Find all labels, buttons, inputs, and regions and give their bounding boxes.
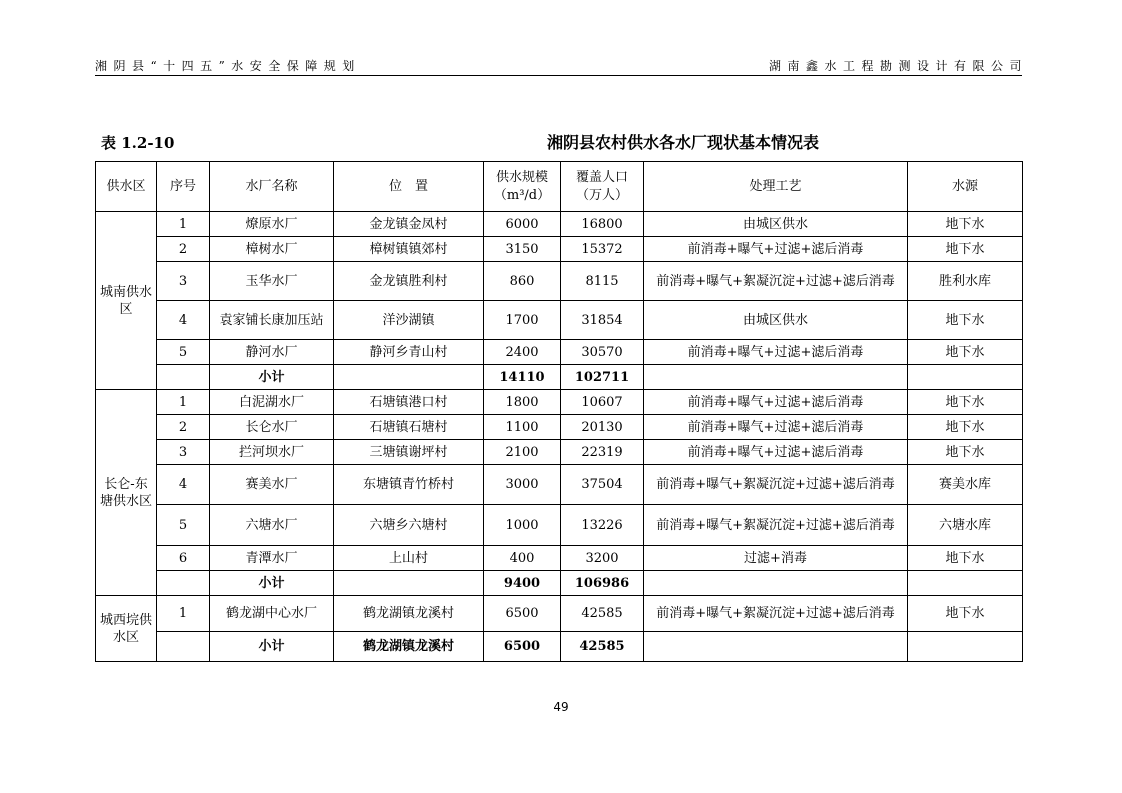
process-cell: 由城区供水: [644, 301, 908, 340]
source-cell: 赛美水库: [908, 465, 1023, 505]
process-cell: 前消毒+曝气+过滤+滤后消毒: [644, 390, 908, 415]
table-row: [96, 212, 1023, 237]
capacity-cell: 2100: [484, 440, 561, 465]
process-cell: 前消毒+曝气+过滤+滤后消毒: [644, 440, 908, 465]
seq-cell: [157, 365, 210, 390]
table-row: [96, 301, 1023, 340]
location-cell: 石塘镇石塘村: [334, 415, 484, 440]
location-cell: 三塘镇谢坪村: [334, 440, 484, 465]
capacity-cell: 2400: [484, 340, 561, 365]
subtotal-capacity: 14110: [484, 365, 561, 390]
zone-cell: 城南供水区: [96, 212, 157, 390]
process-cell: 前消毒+曝气+絮凝沉淀+过滤+滤后消毒: [644, 505, 908, 546]
col-header-source: 水源: [908, 162, 1023, 212]
col-header-process: 处理工艺: [644, 162, 908, 212]
table-row: [96, 440, 1023, 465]
subtotal-row: [96, 571, 1023, 596]
seq-cell: 1: [157, 212, 210, 237]
source-cell: 地下水: [908, 301, 1023, 340]
table-row: [96, 390, 1023, 415]
location-cell: 六塘乡六塘村: [334, 505, 484, 546]
source-cell: 地下水: [908, 546, 1023, 571]
location-cell: 金龙镇金凤村: [334, 212, 484, 237]
col-header-population-line2: （万人）: [575, 187, 628, 203]
process-cell: 前消毒+曝气+过滤+滤后消毒: [644, 415, 908, 440]
subtotal-capacity: 6500: [484, 632, 561, 662]
capacity-cell: 6000: [484, 212, 561, 237]
seq-cell: 6: [157, 546, 210, 571]
table-caption: [95, 130, 1022, 154]
source-cell: 地下水: [908, 340, 1023, 365]
seq-cell: 1: [157, 596, 210, 632]
process-cell: 前消毒+曝气+过滤+滤后消毒: [644, 237, 908, 262]
population-cell: 42585: [561, 596, 644, 632]
process-cell: [644, 365, 908, 390]
seq-cell: 5: [157, 505, 210, 546]
subtotal-label: 小计: [210, 632, 334, 662]
plant-name-cell: 袁家铺长康加压站: [210, 301, 334, 340]
page-header: [95, 57, 1028, 76]
subtotal-population: 102711: [561, 365, 644, 390]
col-header-population: [561, 162, 644, 212]
seq-cell: 2: [157, 415, 210, 440]
process-cell: 由城区供水: [644, 212, 908, 237]
zone-cell: 长仑-东塘供水区: [96, 390, 157, 596]
process-cell: 前消毒+曝气+絮凝沉淀+过滤+滤后消毒: [644, 465, 908, 505]
capacity-cell: 400: [484, 546, 561, 571]
seq-cell: 4: [157, 301, 210, 340]
seq-cell: 2: [157, 237, 210, 262]
location-cell: 上山村: [334, 546, 484, 571]
col-header-population-line1: 覆盖人口: [575, 169, 628, 185]
location-cell: 樟树镇镇郊村: [334, 237, 484, 262]
population-cell: 37504: [561, 465, 644, 505]
source-cell: 地下水: [908, 596, 1023, 632]
subtotal-population: 42585: [561, 632, 644, 662]
location-cell: 洋沙湖镇: [334, 301, 484, 340]
seq-cell: 3: [157, 262, 210, 301]
plant-name-cell: 鹤龙湖中心水厂: [210, 596, 334, 632]
capacity-cell: 1700: [484, 301, 561, 340]
population-cell: 20130: [561, 415, 644, 440]
capacity-cell: 6500: [484, 596, 561, 632]
location-cell: 石塘镇港口村: [334, 390, 484, 415]
col-header-capacity-line2: （m³/d）: [493, 187, 551, 203]
plant-name-cell: 樟树水厂: [210, 237, 334, 262]
population-cell: 31854: [561, 301, 644, 340]
seq-cell: 5: [157, 340, 210, 365]
process-cell: 过滤+消毒: [644, 546, 908, 571]
subtotal-population: 106986: [561, 571, 644, 596]
source-cell: 地下水: [908, 212, 1023, 237]
subtotal-location: 鹤龙湖镇龙溪村: [334, 632, 484, 662]
plant-name-cell: 拦河坝水厂: [210, 440, 334, 465]
plant-name-cell: 静河水厂: [210, 340, 334, 365]
process-cell: 前消毒+曝气+絮凝沉淀+过滤+滤后消毒: [644, 596, 908, 632]
plant-name-cell: 白泥湖水厂: [210, 390, 334, 415]
location-cell: 静河乡青山村: [334, 340, 484, 365]
capacity-cell: 860: [484, 262, 561, 301]
process-cell: 前消毒+曝气+过滤+滤后消毒: [644, 340, 908, 365]
population-cell: 22319: [561, 440, 644, 465]
subtotal-label: 小计: [210, 365, 334, 390]
source-cell: 地下水: [908, 237, 1023, 262]
col-header-location: 位 置: [334, 162, 484, 212]
col-header-seq: 序号: [157, 162, 210, 212]
source-cell: [908, 365, 1023, 390]
population-cell: 30570: [561, 340, 644, 365]
table-row: [96, 262, 1023, 301]
source-cell: 地下水: [908, 390, 1023, 415]
subtotal-capacity: 9400: [484, 571, 561, 596]
population-cell: 8115: [561, 262, 644, 301]
table-row: [96, 340, 1023, 365]
process-cell: [644, 571, 908, 596]
population-cell: 10607: [561, 390, 644, 415]
page-number: 49: [553, 700, 569, 714]
col-header-zone: 供水区: [96, 162, 157, 212]
water-plant-table: [95, 161, 1023, 662]
subtotal-row: [96, 365, 1023, 390]
population-cell: 13226: [561, 505, 644, 546]
plant-name-cell: 六塘水厂: [210, 505, 334, 546]
source-cell: 胜利水库: [908, 262, 1023, 301]
header-company-name: 湖南鑫水工程勘测设计有限公司: [768, 59, 1028, 73]
plant-name-cell: 赛美水厂: [210, 465, 334, 505]
capacity-cell: 1100: [484, 415, 561, 440]
source-cell: 六塘水库: [908, 505, 1023, 546]
plant-name-cell: 玉华水厂: [210, 262, 334, 301]
col-header-capacity: [484, 162, 561, 212]
plant-name-cell: 长仑水厂: [210, 415, 334, 440]
location-cell: 金龙镇胜利村: [334, 262, 484, 301]
subtotal-location: [334, 365, 484, 390]
plant-name-cell: 青潭水厂: [210, 546, 334, 571]
population-cell: 15372: [561, 237, 644, 262]
seq-cell: 3: [157, 440, 210, 465]
process-cell: [644, 632, 908, 662]
header-row: [96, 162, 1023, 212]
col-header-capacity-line1: 供水规模: [495, 169, 548, 185]
subtotal-location: [334, 571, 484, 596]
seq-cell: [157, 632, 210, 662]
table-row: [96, 546, 1023, 571]
capacity-cell: 3150: [484, 237, 561, 262]
capacity-cell: 3000: [484, 465, 561, 505]
plant-name-cell: 燎原水厂: [210, 212, 334, 237]
source-cell: [908, 571, 1023, 596]
table-title: 湘阴县农村供水各水厂现状基本情况表: [547, 133, 820, 152]
population-cell: 16800: [561, 212, 644, 237]
capacity-cell: 1000: [484, 505, 561, 546]
table-row: [96, 415, 1023, 440]
source-cell: [908, 632, 1023, 662]
subtotal-row: [96, 632, 1023, 662]
table-row: [96, 237, 1023, 262]
source-cell: 地下水: [908, 440, 1023, 465]
source-cell: 地下水: [908, 415, 1023, 440]
table-row: [96, 505, 1023, 546]
zone-cell: 城西垸供水区: [96, 596, 157, 662]
table-number: 表 1.2-10: [101, 134, 175, 152]
col-header-name: 水厂名称: [210, 162, 334, 212]
seq-cell: 4: [157, 465, 210, 505]
population-cell: 3200: [561, 546, 644, 571]
subtotal-label: 小计: [210, 571, 334, 596]
location-cell: 东塘镇青竹桥村: [334, 465, 484, 505]
seq-cell: [157, 571, 210, 596]
capacity-cell: 1800: [484, 390, 561, 415]
table-row: [96, 596, 1023, 632]
seq-cell: 1: [157, 390, 210, 415]
process-cell: 前消毒+曝气+絮凝沉淀+过滤+滤后消毒: [644, 262, 908, 301]
location-cell: 鹤龙湖镇龙溪村: [334, 596, 484, 632]
header-document-title: 湘阴县“十四五”水安全保障规划: [95, 59, 361, 73]
table-row: [96, 465, 1023, 505]
